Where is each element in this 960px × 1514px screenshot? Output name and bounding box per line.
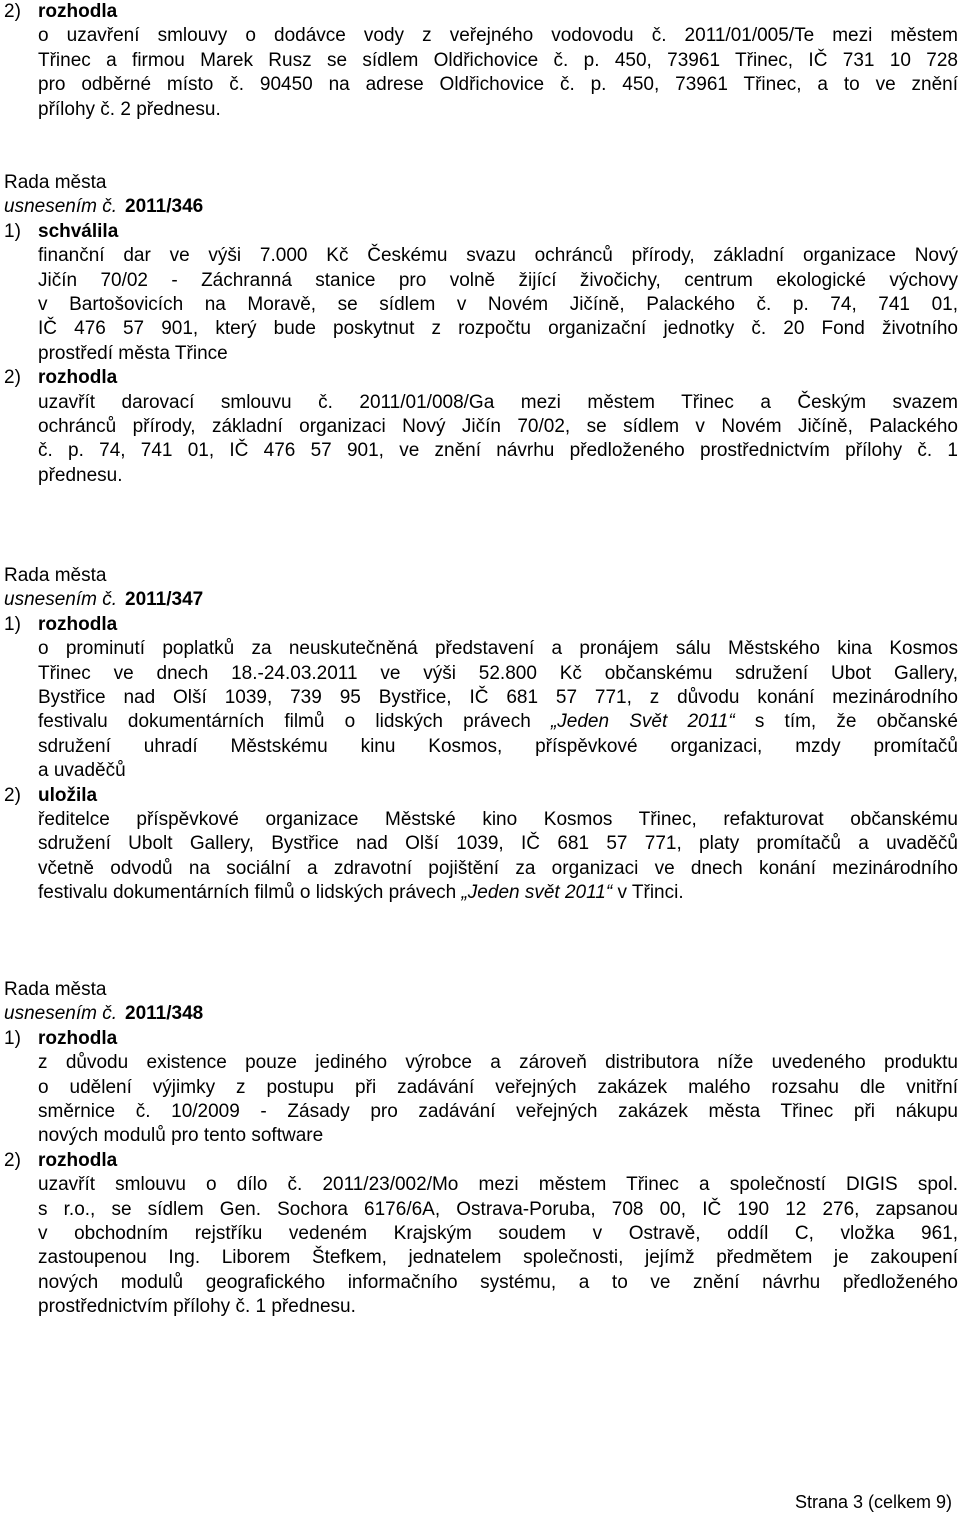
- resolution-label: usnesením č.: [4, 196, 117, 218]
- text-line: Třinec a firmou Marek Rusz se sídlem Oldřichovice č. p. 450, 73961 Třinec, IČ 731 10 728: [38, 49, 958, 71]
- text-fragment: s tím, že občanské: [734, 711, 958, 733]
- text-line: o prominutí poplatků za neuskutečněná představení a pronájem sálu Městského kina Kosmos: [38, 638, 958, 660]
- festival-title: „Jeden Svět 2011“: [550, 711, 735, 733]
- text-line: sdružení Ubolt Gallery, Bystřice nad Olší 1039, IČ 681 57 771, platy promítačů a uvaděčů: [38, 833, 958, 855]
- resolution-number-line: [4, 588, 960, 612]
- item-verb: rozhodla: [38, 1149, 118, 1171]
- item-text: [38, 391, 958, 489]
- text-line: [38, 710, 958, 734]
- text-fragment: festivalu dokumentárních filmů o lidských právech: [38, 711, 551, 733]
- text-line: [38, 881, 958, 905]
- item-heading: [4, 366, 960, 390]
- item-heading: [4, 784, 960, 808]
- text-line: zastoupenou Ing. Liborem Štefkem, jednatelem společnosti, jejímž předmětem je zakoupení: [38, 1247, 958, 1269]
- resolution-number-line: [4, 195, 960, 219]
- resolution-label: usnesením č.: [4, 589, 117, 611]
- council-heading: Rada města: [4, 172, 107, 193]
- text-line: včetně odvodů na sociální a zdravotní pojištění za organizaci ve dnech konání mezinárodního: [38, 857, 958, 879]
- text-line: č. p. 74, 741 01, IČ 476 57 901, ve znění návrhu předloženého prostřednictvím přílohy č. 1: [38, 440, 958, 462]
- item-number: 2): [4, 1149, 21, 1171]
- text-line: přílohy č. 2 přednesu.: [38, 98, 221, 120]
- item-number: 1): [4, 613, 21, 635]
- text-line: směrnice č. 10/2009 - Zásady pro zadávání veřejných zakázek města Třinec při nákupu: [38, 1101, 958, 1123]
- item-text: [38, 637, 958, 783]
- festival-title: „Jeden svět 2011“: [461, 882, 613, 904]
- item-number: 2): [4, 367, 21, 389]
- council-heading: Rada města: [4, 565, 107, 586]
- resolution-item-top: [4, 0, 960, 122]
- text-line: přednesu.: [38, 464, 123, 486]
- text-line: Bystřice nad Olší 1039, 739 95 Bystřice, IČ 681 57 771, z důvodu konání mezinárodního: [38, 687, 958, 709]
- resolution-number: 2011/348: [125, 1003, 204, 1025]
- text-fragment: festivalu dokumentárních filmů o lidských právech: [38, 882, 462, 904]
- text-fragment: v Třinci.: [612, 882, 684, 904]
- item-text: [38, 244, 958, 366]
- item-verb: uložila: [38, 784, 98, 806]
- text-line: Třinec ve dnech 18.-24.03.2011 ve výši 52.800 Kč občanskému sdružení Ubot Gallery,: [38, 662, 958, 684]
- text-line: nových modulů geografického informačního systému, a to ve znění návrhu předloženého: [38, 1271, 958, 1293]
- item-number: 1): [4, 220, 21, 242]
- item-verb: rozhodla: [38, 613, 118, 635]
- text-line: prostředí města Třince: [38, 342, 228, 364]
- resolution-2011-346: [4, 171, 960, 488]
- text-line: nových modulů pro tento software: [38, 1125, 324, 1147]
- text-line: IČ 476 57 901, který bude poskytnut z rozpočtu organizační jednotky č. 20 Fond životního: [38, 318, 958, 340]
- item-verb: rozhodla: [38, 367, 118, 389]
- text-line: uzavřít darovací smlouvu č. 2011/01/008/Ga mezi městem Třinec a Českým svazem: [38, 391, 958, 413]
- item-heading: [4, 1027, 960, 1051]
- resolution-number-line: [4, 1002, 960, 1026]
- text-line: ředitelce příspěvkové organizace Městské kino Kosmos Třinec, refakturovat občanskému: [38, 809, 958, 831]
- text-line: pro odběrné místo č. 90450 na adrese Oldřichovice č. p. 450, 73961 Třinec, a to ve znění: [38, 74, 958, 96]
- text-line: v obchodním rejstříku vedeném Krajským soudem v Ostravě, oddíl C, vložka 961,: [38, 1223, 958, 1245]
- page-footer: Strana 3 (celkem 9): [794, 1492, 952, 1512]
- text-line: s r.o., se sídlem Gen. Sochora 6176/6A, Ostrava-Poruba, 708 00, IČ 190 12 276, zapsanou: [38, 1198, 958, 1220]
- council-heading: Rada města: [4, 979, 107, 1000]
- item-heading: [4, 0, 960, 24]
- text-line: v Bartošovicích na Moravě, se sídlem v Novém Jičíně, Palackého č. p. 74, 741 01,: [38, 294, 958, 316]
- resolution-number: 2011/346: [125, 196, 204, 218]
- text-line: ochránců přírody, základní organizaci Nový Jičín 70/02, se sídlem v Novém Jičíně, Palackého: [38, 416, 958, 438]
- item-text: [38, 1173, 958, 1319]
- text-line: prostřednictvím přílohy č. 1 přednesu.: [38, 1296, 356, 1318]
- item-text: [38, 24, 958, 122]
- text-line: o udělení výjimky z postupu při zadávání veřejných zakázek malého rozsahu dle vnitřní: [38, 1076, 958, 1098]
- item-number: 2): [4, 784, 21, 806]
- text-line: uzavřít smlouvu o dílo č. 2011/23/002/Mo mezi městem Třinec a společností DIGIS spol.: [38, 1174, 958, 1196]
- text-line: a uvaděčů: [38, 760, 126, 782]
- item-heading: [4, 220, 960, 244]
- item-number: 1): [4, 1027, 21, 1049]
- text-line: Jičín 70/02 - Záchranná stanice pro volně žijící živočichy, centrum ekologické výchovy: [38, 269, 958, 291]
- item-verb: rozhodla: [38, 1, 118, 22]
- item-heading: [4, 613, 960, 637]
- text-line: z důvodu existence pouze jediného výrobce a zároveň distributora níže uvedeného produktu: [38, 1052, 958, 1074]
- text-line: sdružení uhradí Městskému kinu Kosmos, příspěvkové organizaci, mzdy promítačů: [38, 735, 958, 757]
- resolution-2011-348: [4, 978, 960, 1320]
- item-heading: [4, 1149, 960, 1173]
- item-text: [38, 1051, 958, 1149]
- text-line: o uzavření smlouvy o dodávce vody z veřejného vodovodu č. 2011/01/005/Te mezi městem: [38, 25, 958, 47]
- item-verb: schválila: [38, 220, 119, 242]
- item-text: [38, 808, 958, 906]
- item-verb: rozhodla: [38, 1027, 118, 1049]
- resolution-number: 2011/347: [125, 589, 204, 611]
- item-number: 2): [4, 1, 21, 22]
- resolution-2011-347: [4, 564, 960, 906]
- resolution-label: usnesením č.: [4, 1003, 117, 1025]
- text-line: finanční dar ve výši 7.000 Kč Českému svazu ochránců přírody, základní organizace Nový: [38, 245, 958, 267]
